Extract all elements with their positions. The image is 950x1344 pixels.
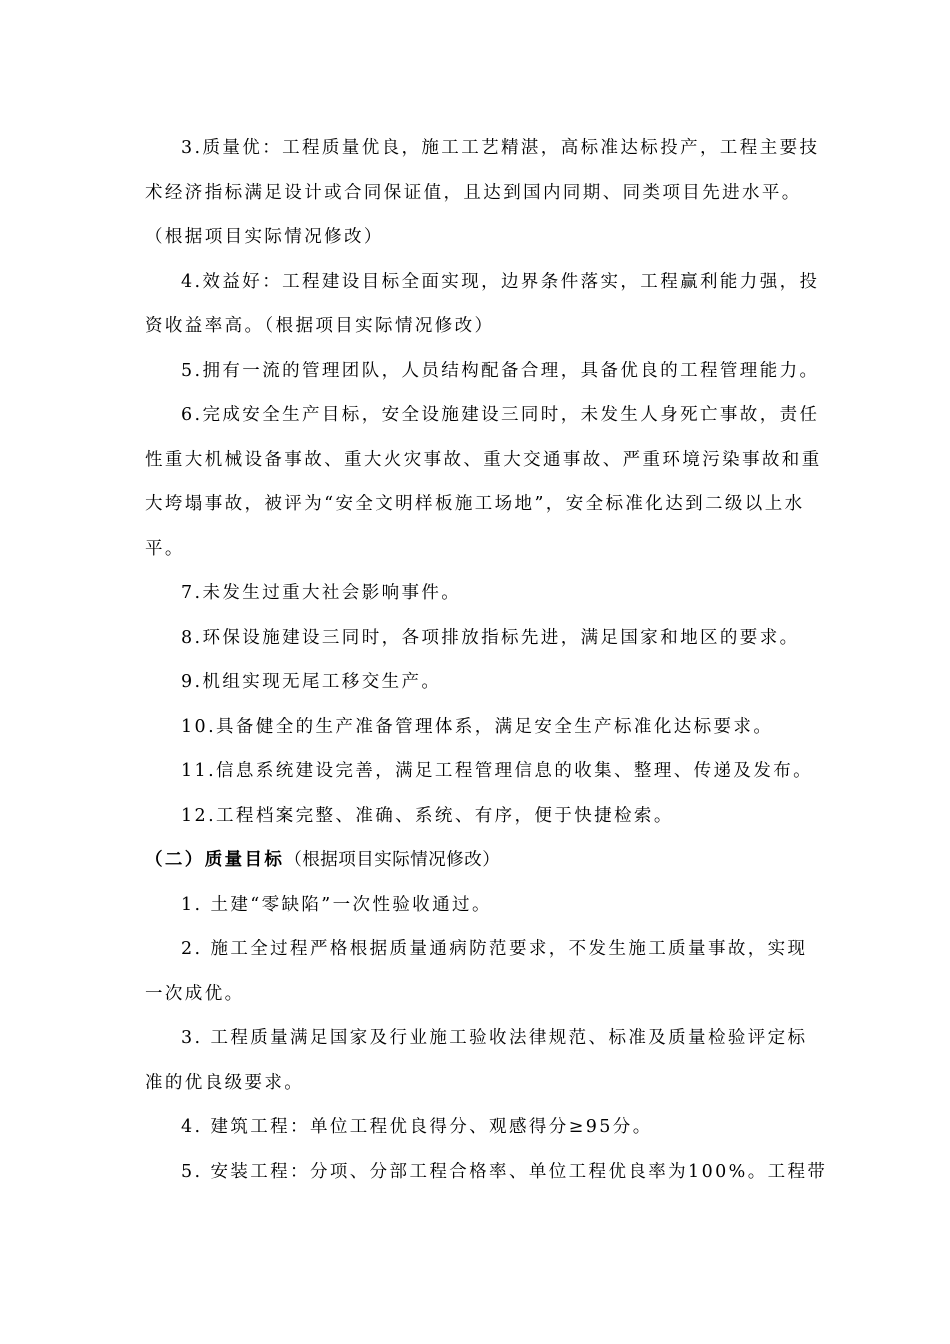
text-line: 8.环保设施建设三同时，各项排放指标先进，满足国家和地区的要求。 bbox=[181, 627, 800, 648]
quality-item-4 bbox=[145, 1105, 807, 1150]
quality-item-5 bbox=[145, 1150, 828, 1195]
paragraph-production-prep bbox=[145, 705, 807, 750]
text-line: 资收益率高。（根据项目实际情况修改） bbox=[145, 316, 495, 336]
quality-item-2 bbox=[145, 927, 807, 1016]
paragraph-information-system bbox=[145, 749, 814, 794]
paragraph-quality-excellent bbox=[145, 126, 820, 260]
text-line: 1. 土建“零缺陷”一次性验收通过。 bbox=[181, 894, 492, 915]
paragraph-safety-target bbox=[145, 393, 822, 571]
text-line: 平。 bbox=[145, 538, 185, 559]
text-line: 12.工程档案完整、准确、系统、有序，便于快捷检索。 bbox=[181, 805, 674, 826]
text-line: 3. 工程质量满足国家及行业施工验收法律规范、标准及质量检验评定标 bbox=[181, 1028, 808, 1048]
text-line: 性重大机械设备事故、重大火灾事故、重大交通事故、严重环境污染事故和重 bbox=[145, 449, 822, 470]
text-line: 5. 安装工程：分项、分部工程合格率、单位工程优良率为100%。工程带 bbox=[181, 1161, 828, 1182]
heading-note: （根据项目实际情况修改） bbox=[284, 850, 501, 870]
text-line: （根据项目实际情况修改） bbox=[145, 227, 384, 247]
quality-item-3 bbox=[145, 1016, 807, 1105]
text-line: 10.具备健全的生产准备管理体系，满足安全生产标准化达标要求。 bbox=[181, 716, 774, 737]
text-line: 7.未发生过重大社会影响事件。 bbox=[181, 583, 462, 603]
text-line: 4. 建筑工程：单位工程优良得分、观感得分≥95分。 bbox=[181, 1117, 653, 1137]
heading-title: （二）质量目标 bbox=[145, 850, 285, 870]
paragraph-benefit-good bbox=[145, 260, 820, 349]
quality-item-1 bbox=[145, 883, 807, 928]
paragraph-no-major-event bbox=[145, 571, 807, 616]
text-line: 2. 施工全过程严格根据质量通病防范要求，不发生施工质量事故，实现 bbox=[181, 939, 808, 959]
text-line: 4.效益好：工程建设目标全面实现，边界条件落实，工程赢利能力强，投 bbox=[181, 271, 820, 292]
section-heading-quality-target bbox=[145, 838, 807, 883]
text-line: 5.拥有一流的管理团队，人员结构配备合理，具备优良的工程管理能力。 bbox=[181, 360, 820, 381]
text-line: 6.完成安全生产目标，安全设施建设三同时，未发生人身死亡事故，责任 bbox=[181, 405, 820, 425]
text-line: 一次成优。 bbox=[145, 983, 245, 1004]
text-line: 9.机组实现无尾工移交生产。 bbox=[181, 672, 442, 692]
paragraph-handover bbox=[145, 660, 807, 705]
text-line: 11.信息系统建设完善，满足工程管理信息的收集、整理、传递及发布。 bbox=[181, 761, 814, 781]
paragraph-archives bbox=[145, 794, 807, 839]
paragraph-management-team bbox=[145, 349, 820, 394]
text-line: 大垮塌事故，被评为“安全文明样板施工场地”，安全标准化达到二级以上水 bbox=[145, 494, 805, 514]
text-line: 准的优良级要求。 bbox=[145, 1072, 305, 1093]
text-line: 3.质量优：工程质量优良，施工工艺精湛，高标准达标投产，工程主要技 bbox=[181, 138, 820, 158]
text-line: 术经济指标满足设计或合同保证值，且达到国内同期、同类项目先进水平。 bbox=[145, 182, 802, 203]
heading-line bbox=[145, 838, 807, 883]
document-page bbox=[145, 126, 828, 1194]
paragraph-environmental bbox=[145, 616, 807, 661]
